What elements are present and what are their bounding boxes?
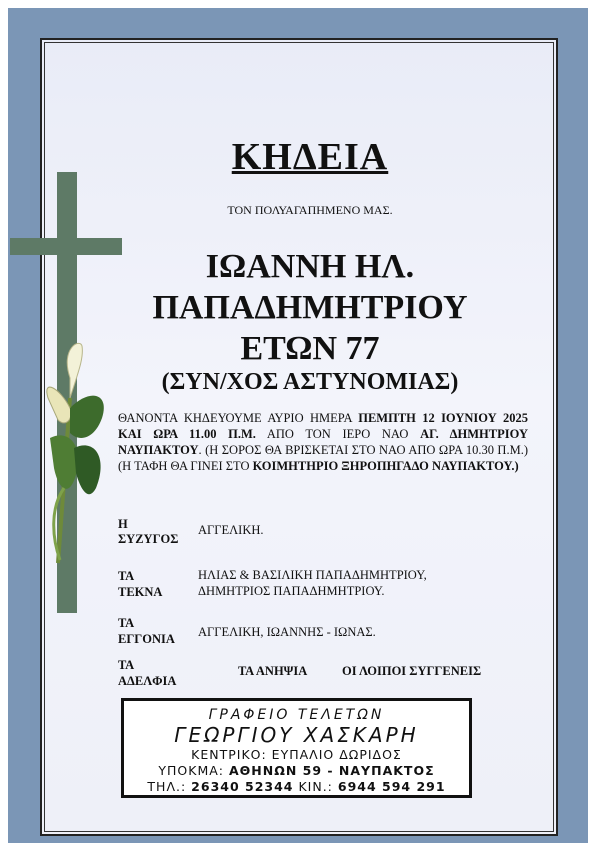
- office-line-1: ΓΡΑΦΕΙΟ ΤΕΛΕΤΩΝ: [208, 707, 385, 723]
- office-name: ΓΕΩΡΓΙΟΥ ΧΑΣΚΑΡΗ: [174, 723, 419, 747]
- other-relatives-value: ΟΙ ΛΟΙΠΟΙ ΣΥΓΓΕΝΕΙΣ: [342, 664, 482, 678]
- office-headquarters: ΚΕΝΤΡΙΚΟ: ΕΥΠΑΛΙΟ ΔΩΡΙΔΟΣ: [191, 747, 402, 762]
- mobile-label: ΚΙΝ.:: [293, 779, 338, 794]
- deceased-profession: (ΣΥΝ/ΧΟΣ ΑΣΤΥΝΟΜΙΑΣ): [161, 369, 459, 395]
- mobile-number: 6944 594 291: [337, 779, 446, 794]
- announcement-text-c: . (Η ΣΟΡΟΣ ΘΑ ΒΡΙΣΚΕΤΑΙ ΣΤΟ ΝΑΟ ΑΠΟ ΩΡΑ 10.30 Π.Μ.) (Η ΤΑΦΗ ΘΑ ΓΙΝΕΙ ΣΤΟ: [118, 443, 528, 473]
- grandchildren-label-1: ΤΑ: [118, 616, 135, 630]
- children-label-1: ΤΑ: [118, 569, 135, 583]
- notice-title: ΚΗΔΕΙΑ: [231, 136, 389, 178]
- deceased-age: ΕΤΩΝ 77: [240, 330, 380, 367]
- funeral-date-time: 12 ΙΟΥΝΙΟΥ 2025 ΚΑΙ ΩΡΑ 11.00 Π.Μ.: [118, 411, 529, 441]
- grandchildren-label-2: ΕΓΓΟΝΙΑ: [118, 632, 175, 646]
- announcement-text-a: ΘΑΝΟΝΤΑ ΚΗΔΕΥΟΥΜΕ ΑΥΡΙΟ ΗΜΕΡΑ: [118, 411, 359, 425]
- deceased-first-name: ΙΩΑΝΝΗ ΗΛ.: [205, 248, 415, 285]
- branch-label: ΥΠΟΚΜΑ:: [158, 763, 229, 778]
- grandchildren-value: ΑΓΓΕΛΙΚΗ, ΙΩΑΝΝΗΣ - ΙΩΝΑΣ.: [198, 625, 376, 639]
- notice-subtitle: ΤΟΝ ΠΟΛΥΑΓΑΠΗΜΕΝΟ ΜΑΣ.: [227, 203, 393, 217]
- funeral-office-box: [121, 698, 472, 798]
- phone-label: ΤΗΛ.:: [147, 779, 192, 794]
- funeral-announcement: [118, 410, 528, 474]
- office-branch: [124, 763, 469, 778]
- spouse-value: ΑΓΓΕΛΙΚΗ.: [198, 523, 264, 537]
- church-name: ΑΓ. ΔΗΜΗΤΡΙΟΥ ΝΑΥΠΑΚΤΟΥ: [118, 427, 528, 457]
- phone-number: 26340 52344: [191, 779, 294, 794]
- children-label-2: ΤΕΚΝΑ: [118, 585, 163, 599]
- children-value-1: ΗΛΙΑΣ & ΒΑΣΙΛΙΚΗ ΠΑΠΑΔΗΜΗΤΡΙΟΥ,: [198, 568, 427, 582]
- spouse-label-1: Η: [118, 517, 128, 531]
- announcement-text-b: ΑΠΟ ΤΟΝ ΙΕΡΟ ΝΑΟ: [255, 427, 421, 441]
- siblings-label-2: ΑΔΕΛΦΙΑ: [118, 674, 177, 688]
- nephews-value: ΤΑ ΑΝΗΨΙΑ: [238, 664, 308, 678]
- cemetery-name: ΚΟΙΜΗΤΗΡΙΟ ΞΗΡΟΠΗΓΑΔΟ ΝΑΥΠΑΚΤΟΥ.): [252, 459, 519, 473]
- spouse-label-2: ΣΥΖΥΓΟΣ: [118, 532, 179, 546]
- deceased-surname: ΠΑΠΑΔΗΜΗΤΡΙΟΥ: [152, 289, 468, 326]
- funeral-day: ΠΕΜΠΤΗ: [358, 411, 416, 425]
- branch-address: ΑΘΗΝΩΝ 59 - ΝΑΥΠΑΚΤΟΣ: [228, 763, 435, 778]
- office-phones: [124, 779, 469, 794]
- siblings-label-1: ΤΑ: [118, 658, 135, 672]
- children-value-2: ΔΗΜΗΤΡΙΟΣ ΠΑΠΑΔΗΜΗΤΡΙΟΥ.: [198, 584, 385, 598]
